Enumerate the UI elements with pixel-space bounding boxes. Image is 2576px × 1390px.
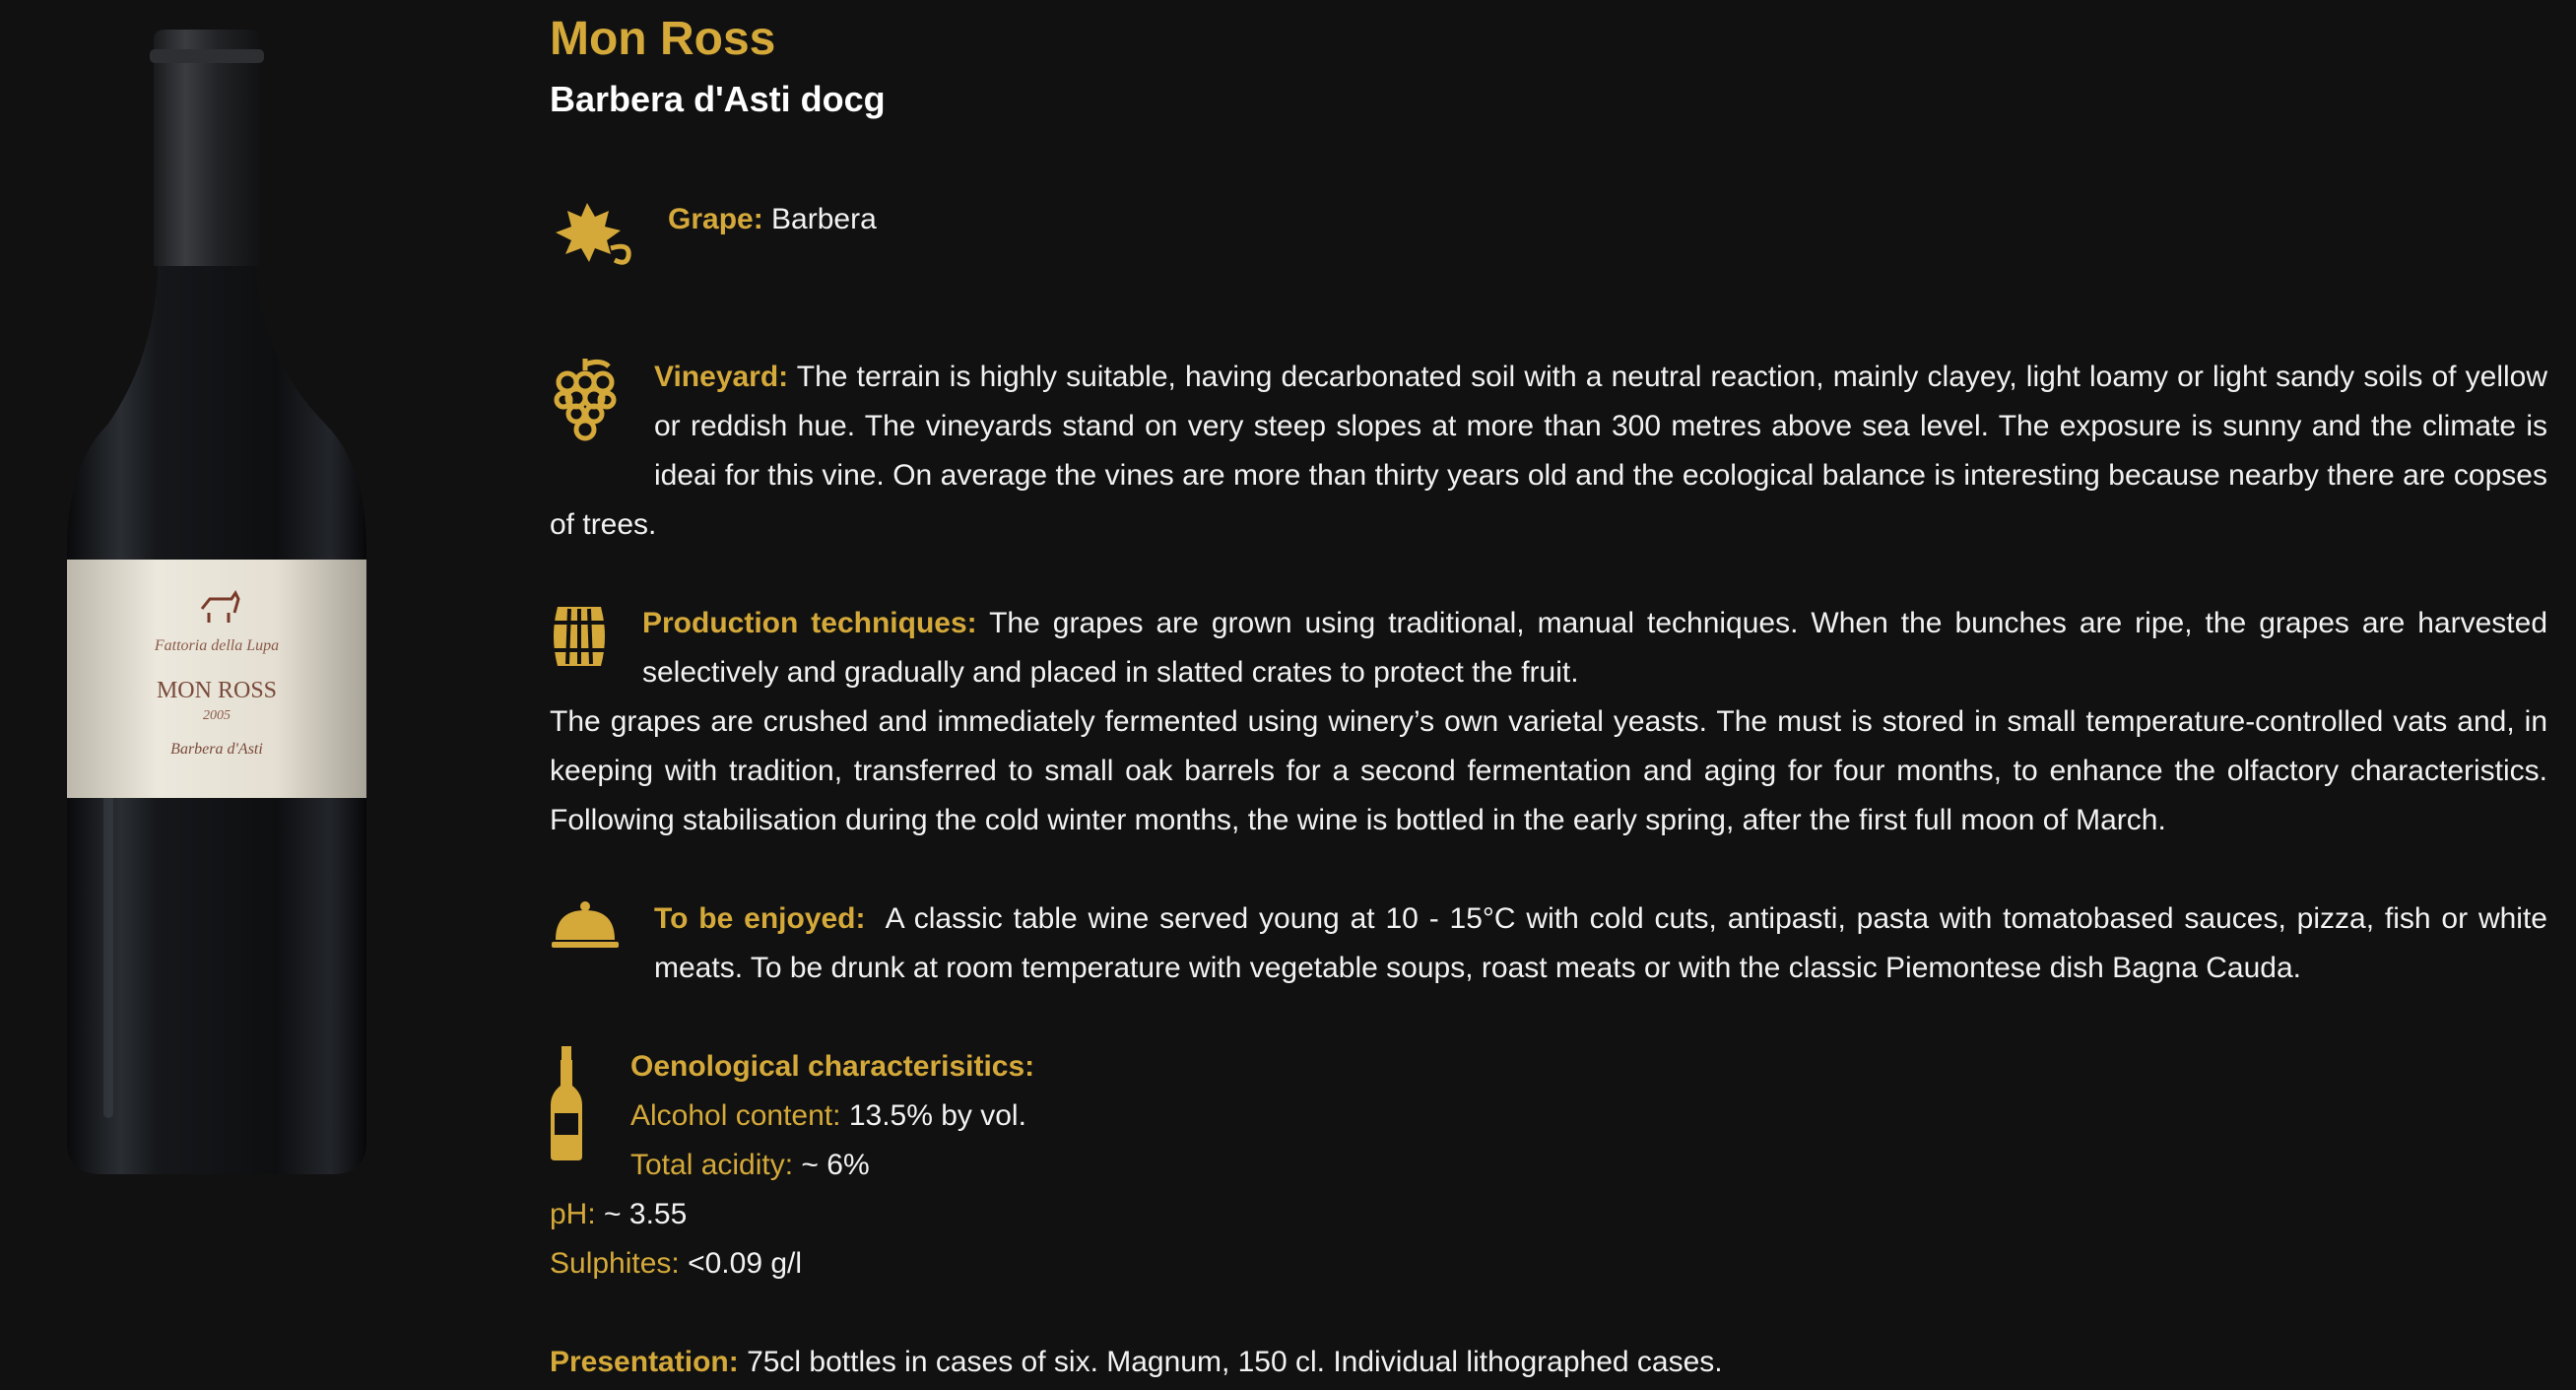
vineyard-section	[550, 353, 2547, 550]
product-appellation: Barbera d'Asti docg	[550, 79, 886, 119]
vineyard-text: The terrain is highly suitable, having decarbonated soil with a neutral reaction, mainly clayey, light loamy or light sandy soils of yellow or reddish hue. The vineyards stand on very steep slopes at more than 300 metres above sea level. The exposure is sunny and the climate is ideai for this vine. On average the vines are more than thirty years old and the ecological balance is interesting because nearby there are copses of trees.	[550, 361, 2547, 541]
presentation-text: 75cl bottles in cases of six. Magnum, 150 cl. Individual lithographed cases.	[747, 1346, 1723, 1378]
vineyard-label: Vineyard:	[654, 361, 789, 393]
product-title: Mon Ross	[550, 13, 776, 65]
enjoy-label: To be enjoyed:	[654, 902, 866, 935]
enjoy-text: A classic table wine served young at 10 - 15°C with cold cuts, antipasti, pasta with tomatobased sauces, pizza, fish or white meats. To be drunk at room temperature with vegetable soups, roast meats or with the classic Piemontese dish Bagna Cauda.	[654, 902, 2547, 984]
alcohol-value: 13.5% by vol.	[848, 1099, 1026, 1132]
svg-text:Barbera d'Asti: Barbera d'Asti	[170, 741, 263, 758]
production-text-2: The grapes are crushed and immediately fermented using winery’s own varietal yeasts. The must is stored in small temperature-controlled vats and, in keeping with tradition, transferred to small oak barrels for a second fermentation and aging for four months, to enhance the olfactory characteristics. Following stabilisation during the cold winter months, the wine is bottled in the early spring, after the first full moon of March.	[550, 705, 2547, 836]
ph-value: ~ 3.55	[604, 1198, 688, 1230]
bottle-illustration	[39, 30, 453, 1192]
ph-label: pH:	[550, 1198, 596, 1230]
sulphites-label: Sulphites:	[550, 1247, 680, 1280]
wine-bottle-image	[39, 30, 453, 1192]
presentation-label: Presentation:	[550, 1346, 739, 1378]
grape-section	[550, 195, 2547, 284]
barrel-icon	[550, 603, 609, 686]
grape-label: Grape:	[668, 203, 763, 235]
oenological-label: Oenological characterisitics:	[630, 1050, 1035, 1083]
svg-text:2005: 2005	[203, 708, 231, 723]
svg-text:MON ROSS: MON ROSS	[156, 678, 278, 703]
grape-leaf-icon	[550, 199, 634, 284]
production-section	[550, 599, 2547, 845]
grape-bunch-icon	[550, 357, 621, 463]
enjoy-section	[550, 894, 2547, 993]
presentation-section	[550, 1338, 2547, 1387]
production-text-1: The grapes are grown using traditional, manual techniques. When the bunches are ripe, the grapes are harvested selectively and gradually and placed in slatted crates to protect the fruit.	[642, 607, 2548, 689]
acidity-value: ~ 6%	[801, 1149, 870, 1181]
production-label: Production techniques:	[642, 607, 977, 639]
acidity-label: Total acidity:	[630, 1149, 794, 1181]
grape-value: Barbera	[771, 203, 877, 235]
svg-text:Fattoria della Lupa: Fattoria della Lupa	[154, 637, 280, 654]
sulphites-value: <0.09 g/l	[688, 1247, 803, 1280]
alcohol-label: Alcohol content:	[630, 1099, 841, 1132]
wine-bottle-icon	[550, 1046, 583, 1176]
product-details	[550, 0, 2547, 1387]
serving-cloche-icon	[550, 898, 621, 973]
oenological-section	[550, 1042, 2547, 1289]
